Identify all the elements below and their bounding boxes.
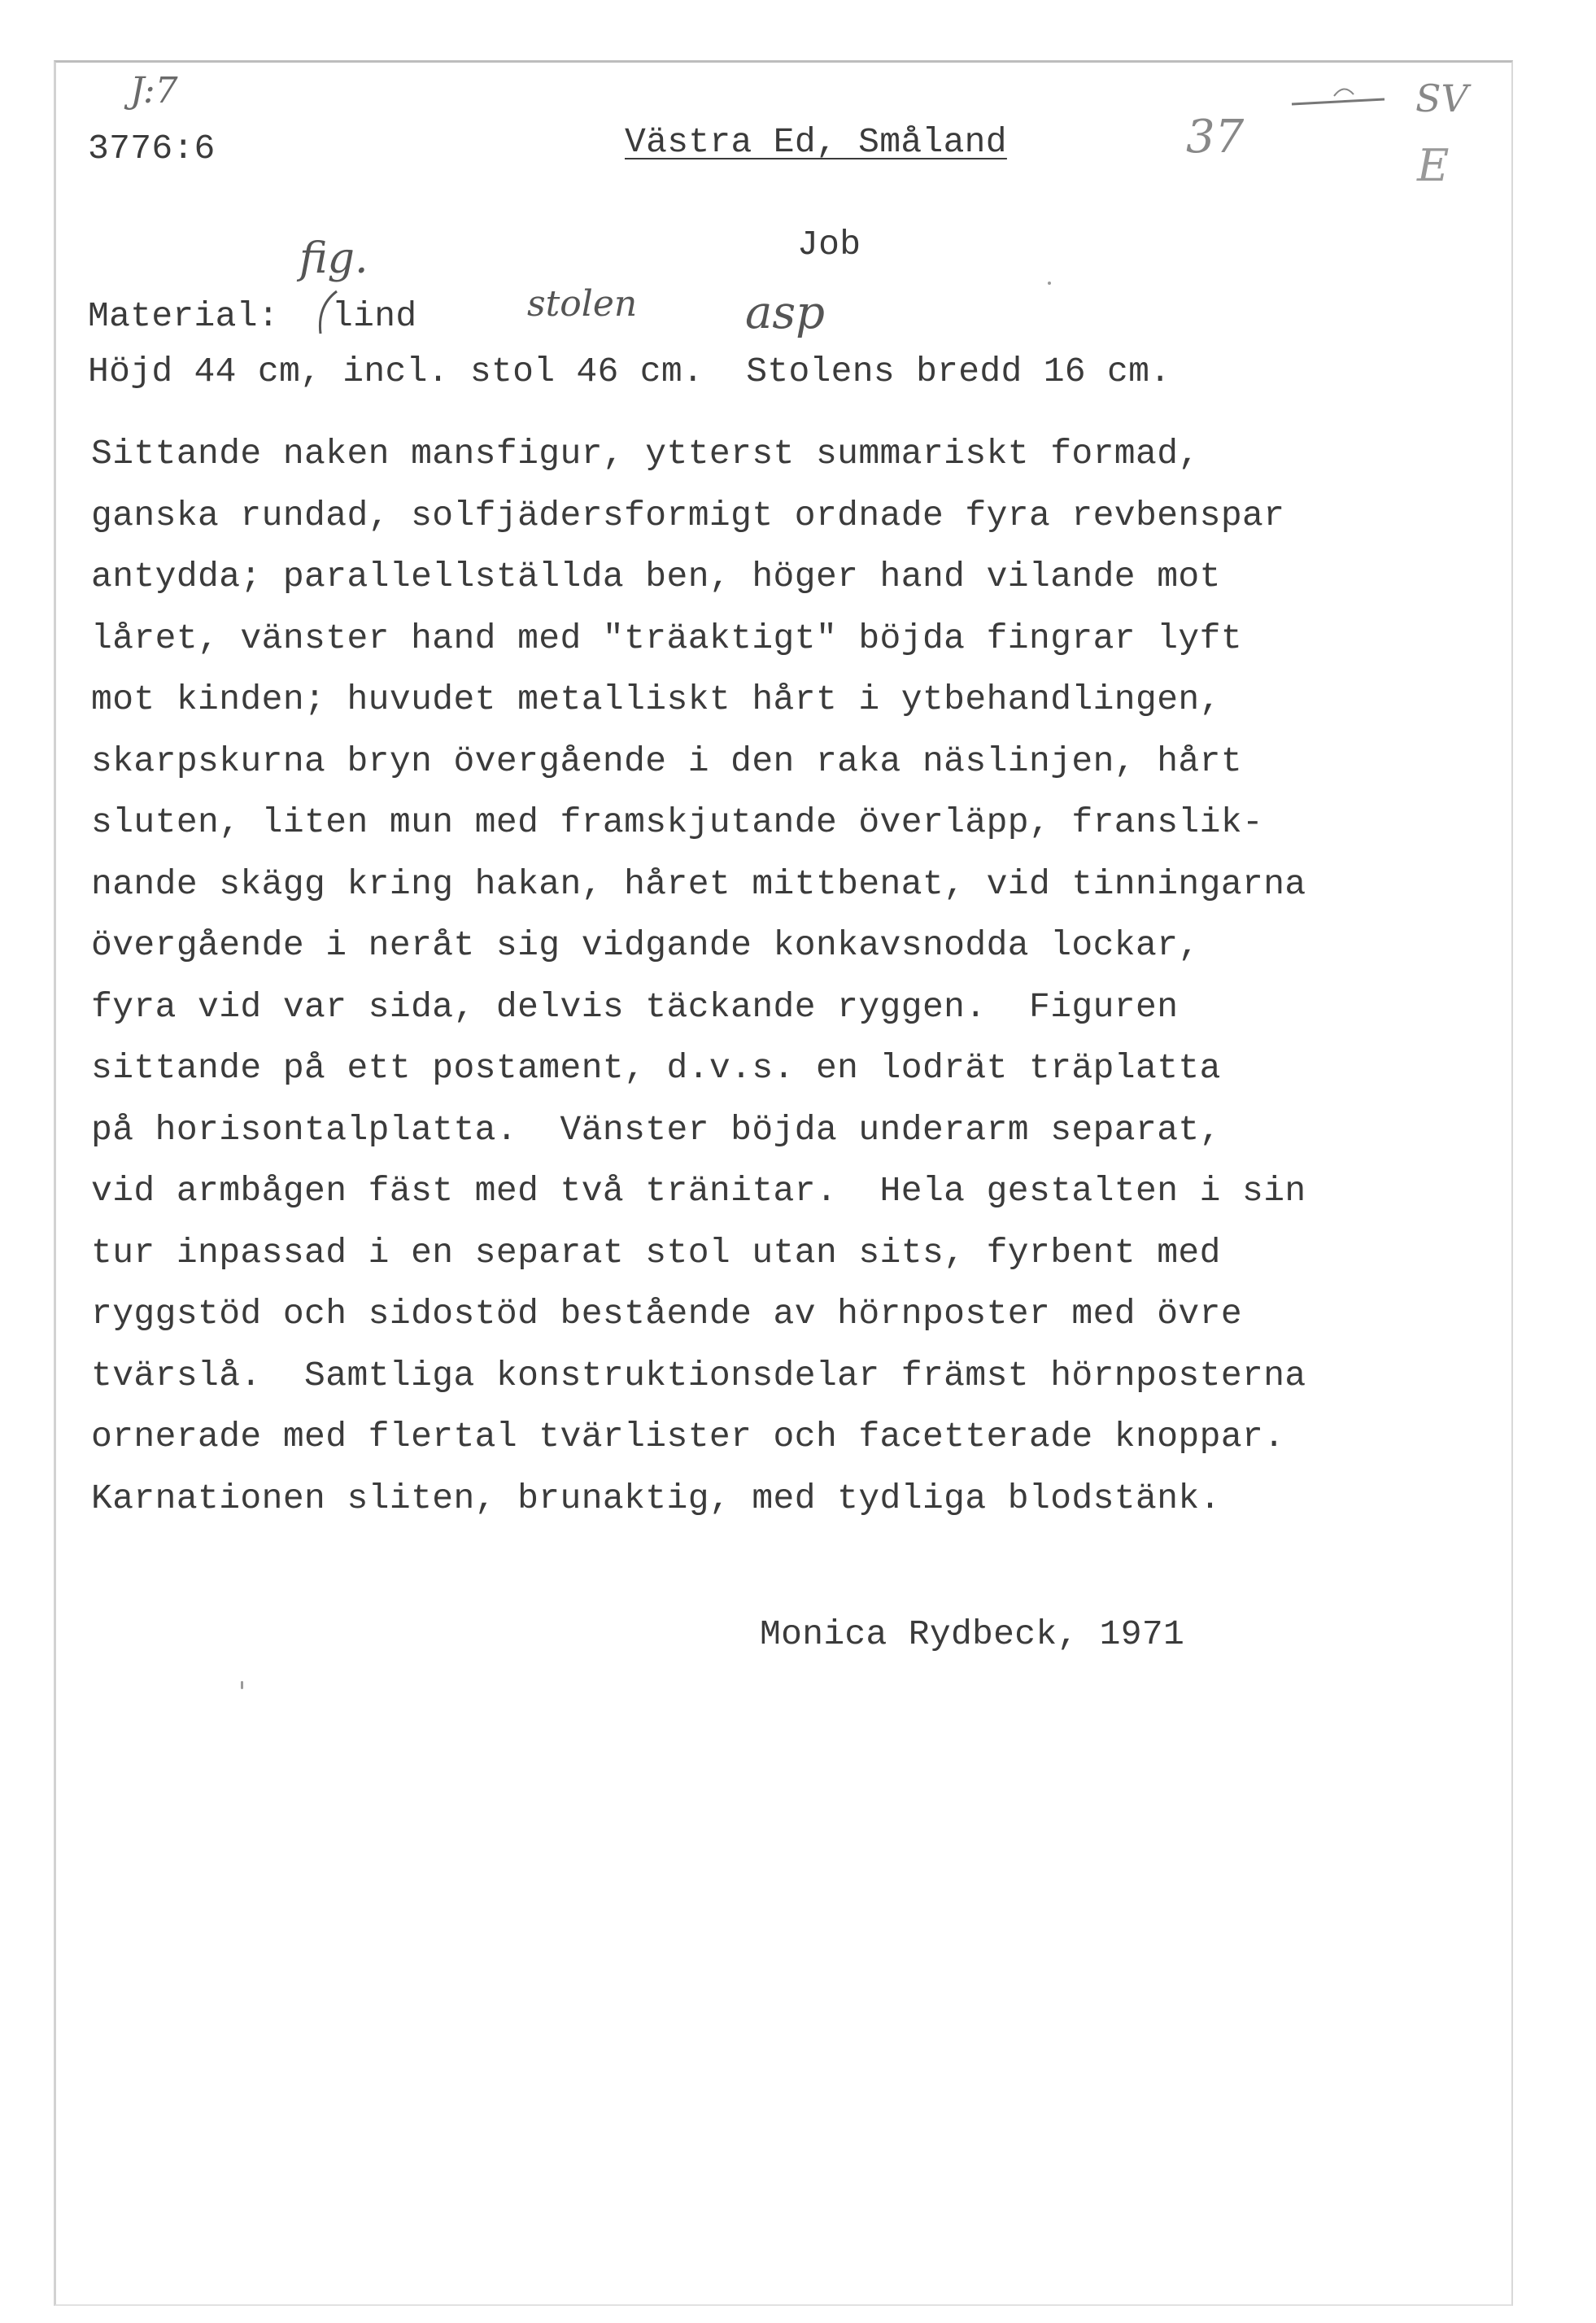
description-line: på horisontalplatta. Vänster böjda underarm separat,	[91, 1109, 1221, 1150]
material-label: Material:	[88, 296, 279, 336]
description-line: låret, vänster hand med "träaktigt" böjda fingrar lyft	[91, 618, 1243, 658]
description-line: tvärslå. Samtliga konstruktionsdelar främst hörnposterna	[91, 1355, 1306, 1395]
description-line: fyra vid var sida, delvis täckande ryggen. Figuren	[91, 986, 1179, 1027]
description-line: Karnationen sliten, brunaktig, med tydliga blodstänk.	[91, 1478, 1221, 1518]
author-signature: Monica Rydbeck, 1971	[760, 1614, 1185, 1654]
material-value: lind	[332, 296, 417, 336]
description-line: sluten, liten mun med framskjutande överläpp, franslik-	[91, 802, 1264, 842]
location-heading: Västra Ed, Småland	[625, 122, 1007, 162]
description-line: antydda; parallellställda ben, höger hand vilande mot	[91, 557, 1221, 596]
handwritten-top-right-mark: SV	[1415, 76, 1468, 120]
stray-mark	[241, 1681, 243, 1689]
handwritten-top-right-number: 37	[1186, 111, 1245, 164]
description-line: mot kinden; huvudet metalliskt hårt i ytbehandlingen,	[91, 679, 1221, 719]
catalog-number: 3776:6	[88, 129, 216, 168]
stray-mark	[1048, 282, 1051, 285]
description-line: ornerade med flertal tvärlister och facetterade knoppar.	[91, 1417, 1285, 1456]
description-line: tur inpassad i en separat stol utan sits, fyrbent med	[91, 1232, 1221, 1273]
dimensions-line: Höjd 44 cm, incl. stol 46 cm. Stolens bredd 16 cm.	[88, 352, 1171, 391]
description-line: Sittande naken mansfigur, ytterst summariskt formad,	[91, 434, 1200, 474]
handwritten-fig-note: fig.	[299, 234, 368, 283]
handwritten-dash-mark	[1287, 81, 1393, 114]
object-title: Job	[797, 225, 861, 264]
description-line: ganska rundad, solfjädersformigt ordnade fyra revbenspar	[91, 495, 1285, 535]
description-line: nande skägg kring hakan, håret mittbenat, vid tinningarna	[91, 863, 1306, 904]
handwritten-chair-label: stolen	[527, 283, 638, 325]
handwritten-chair-material: asp	[745, 286, 825, 339]
description-line: skarpskurna bryn övergående i den raka näslinjen, hårt	[91, 740, 1243, 781]
description-text	[91, 423, 1507, 1529]
description-line: övergående i neråt sig vidgande konkavsnodda lockar,	[91, 925, 1200, 965]
description-line: vid armbågen fäst med två tränitar. Hela gestalten i sin	[91, 1171, 1306, 1211]
handwritten-top-right-letter: E	[1417, 140, 1450, 191]
description-line: sittande på ett postament, d.v.s. en lodrät träplatta	[91, 1048, 1221, 1088]
description-line: ryggstöd och sidostöd bestående av hörnposter med övre	[91, 1294, 1243, 1334]
handwritten-top-left-note: J:7	[130, 70, 178, 111]
